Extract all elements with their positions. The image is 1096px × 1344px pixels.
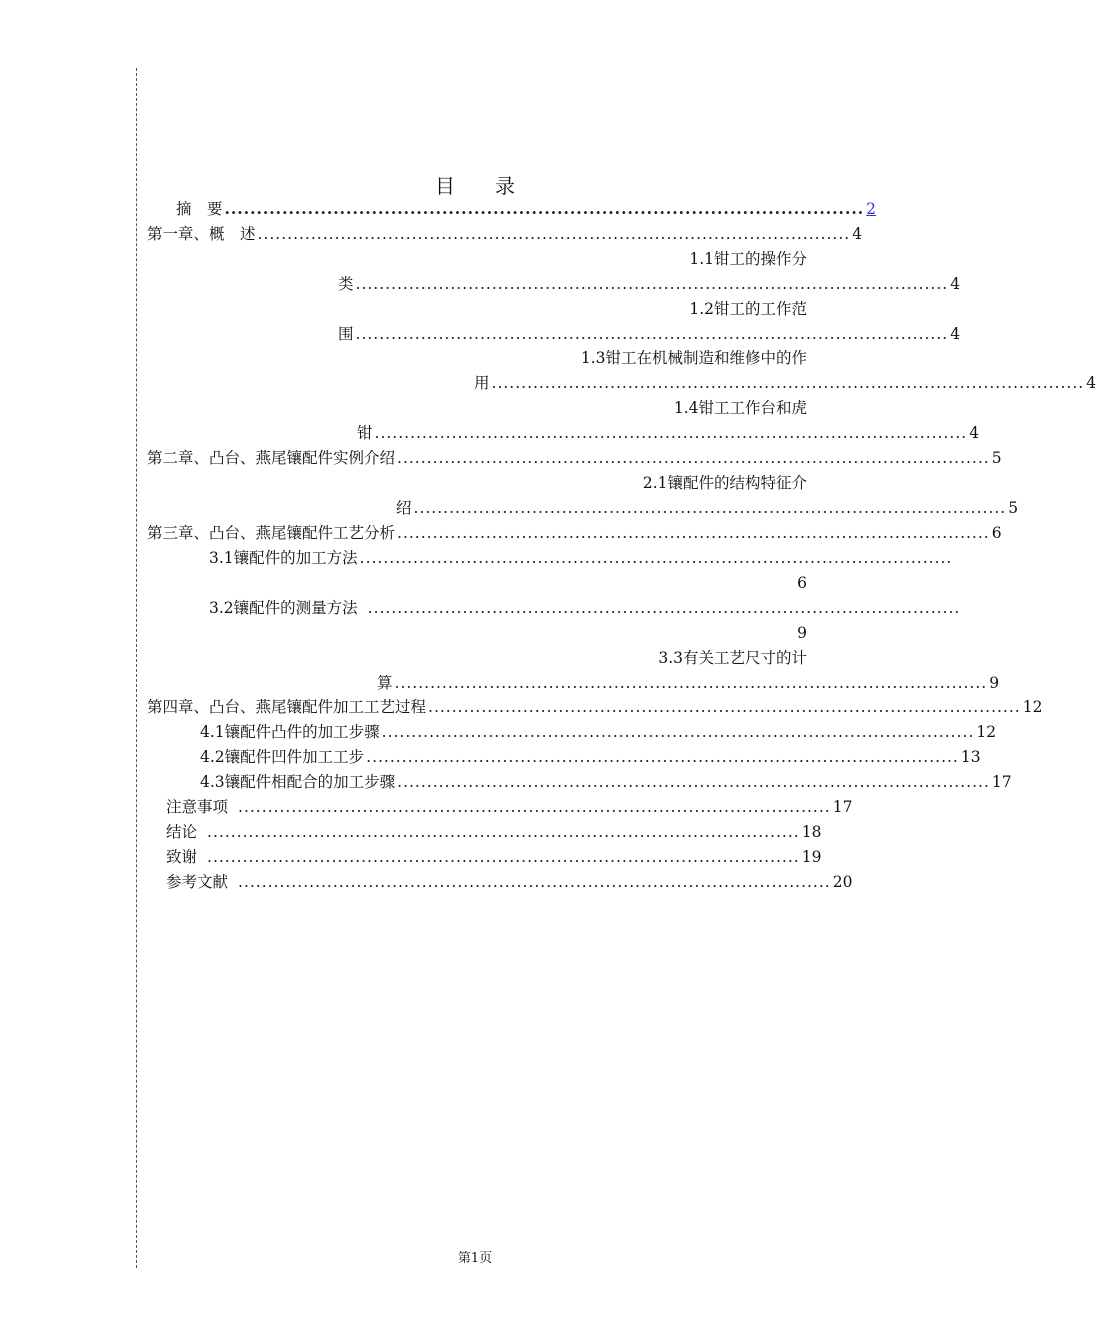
toc-entry-s3-1-line2[interactable] — [147, 571, 807, 595]
toc-page-number: 4 — [969, 424, 980, 442]
dot-leader: .................................................................................................... — [491, 374, 1085, 392]
dot-leader: .................................................................................................... — [207, 848, 800, 866]
toc-entry-abstract[interactable] — [176, 197, 877, 221]
toc-page-number: 6 — [797, 574, 807, 592]
toc-page-number: 20 — [832, 873, 853, 891]
toc-entry-s4-3[interactable] — [200, 770, 1012, 794]
toc-page-link[interactable]: 2 — [866, 200, 877, 218]
toc-entry-label: 致谢 — [166, 848, 198, 866]
toc-entry-ch3[interactable] — [147, 521, 1002, 545]
toc-entry-s1-1-line2[interactable] — [338, 272, 961, 296]
toc-entry-s3-2-line1[interactable] — [209, 596, 961, 620]
dot-leader: .................................................................................................... — [355, 275, 949, 293]
toc-page-number: 9 — [989, 674, 1000, 692]
toc-entry-label: 4.3镶配件相配合的加工步骤 — [200, 773, 396, 791]
toc-page-number: 9 — [797, 624, 807, 642]
dot-leader: .................................................................................................... — [257, 225, 851, 243]
toc-entry-label: 第二章、凸台、燕尾镶配件实例介绍 — [147, 449, 396, 467]
toc-entry-s3-3-line1[interactable] — [147, 646, 807, 670]
toc-entry-label: 4.2镶配件凹件加工工步 — [200, 748, 365, 766]
toc-entry-label: 注意事项 — [166, 798, 229, 816]
toc-page-number: 4 — [950, 325, 961, 343]
toc-entry-references[interactable] — [166, 870, 853, 894]
dot-leader: .................................................................................................... — [238, 873, 831, 891]
toc-entry-label: 3.3有关工艺尺寸的计 — [658, 649, 807, 667]
toc-entry-ch4[interactable] — [147, 695, 1043, 719]
dot-leader: .................................................................................................... — [397, 449, 990, 467]
toc-entry-label: 类 — [338, 275, 354, 293]
toc-entry-conclusion[interactable] — [166, 820, 822, 844]
toc-entry-ch1[interactable] — [147, 222, 863, 246]
toc-page-number: 12 — [976, 723, 997, 741]
toc-entry-s3-2-line2[interactable] — [147, 621, 807, 645]
toc-entry-label: 用 — [474, 374, 490, 392]
toc-page-number: 17 — [991, 773, 1012, 791]
toc-entry-label: 围 — [338, 325, 354, 343]
toc-entry-s1-3-line2[interactable] — [474, 371, 1096, 395]
toc-page-number: 5 — [1008, 499, 1019, 517]
dot-leader: .................................................................................................... — [397, 524, 990, 542]
dot-leader: .................................................................................................... — [207, 823, 800, 841]
toc-entry-label: 参考文献 — [166, 873, 229, 891]
toc-page-number: 5 — [991, 449, 1002, 467]
toc-entry-s1-2-line1[interactable] — [147, 297, 807, 321]
toc-entry-s1-1-line1[interactable] — [147, 247, 807, 271]
toc-entry-s3-3-line2[interactable] — [377, 671, 1000, 695]
toc-entry-label: 1.2钳工的工作范 — [689, 300, 807, 318]
toc-entry-s1-2-line2[interactable] — [338, 322, 961, 346]
toc-entry-s2-1-line1[interactable] — [147, 471, 807, 495]
toc-entry-label: 第三章、凸台、燕尾镶配件工艺分析 — [147, 524, 396, 542]
toc-page-number: 18 — [801, 823, 822, 841]
toc-entry-label: 绍 — [396, 499, 412, 517]
toc-entry-s2-1-line2[interactable] — [396, 496, 1019, 520]
dot-leader: .................................................................................................... — [238, 798, 831, 816]
toc-entry-s1-3-line1[interactable] — [147, 346, 807, 370]
toc-entry-label: 钳 — [357, 424, 373, 442]
toc-page-number: 13 — [960, 748, 981, 766]
page-footer: 第1页 — [457, 1251, 493, 1266]
toc-entry-label: 1.4钳工工作台和虎 — [673, 399, 807, 417]
dot-leader: .................................................................................................... — [428, 698, 1021, 716]
toc-page-number: 19 — [801, 848, 822, 866]
toc-entry-s1-4-line1[interactable] — [147, 396, 807, 420]
toc-page-number: 6 — [991, 524, 1002, 542]
toc-entry-label: 1.1钳工的操作分 — [689, 250, 807, 268]
toc-entry-s4-1[interactable] — [200, 720, 997, 744]
toc-entry-s3-1-line1[interactable] — [209, 546, 953, 570]
toc-page-number: 12 — [1022, 698, 1043, 716]
dot-leader: .................................................................................................... — [367, 599, 961, 617]
toc-entry-label: 1.3钳工在机械制造和维修中的作 — [580, 349, 807, 367]
toc-entry-s1-4-line2[interactable] — [357, 421, 980, 445]
binding-line — [136, 68, 137, 1268]
dot-leader: .................................................................................................... — [397, 773, 990, 791]
toc-title-char-1: 目 — [435, 174, 455, 198]
toc-entry-label: 3.1镶配件的加工方法 — [209, 549, 358, 567]
dot-leader: .................................................................................................... — [366, 748, 959, 766]
toc-entry-label: 结论 — [166, 823, 198, 841]
dot-leader: .................................................................................................... — [374, 424, 968, 442]
toc-entry-label: 第一章、概 述 — [147, 225, 256, 243]
dot-leader: .................................................................................................... — [355, 325, 949, 343]
toc-page-number: 4 — [1086, 374, 1096, 392]
toc-entry-label: 算 — [377, 674, 393, 692]
dot-leader: .................................................................................................... — [224, 199, 865, 218]
toc-entry-label: 2.1镶配件的结构特征介 — [642, 474, 807, 492]
toc-entry-label: 第四章、凸台、燕尾镶配件加工工艺过程 — [147, 698, 427, 716]
dot-leader: .................................................................................................... — [381, 723, 975, 741]
toc-entry-thanks[interactable] — [166, 845, 822, 869]
toc-entry-ch2[interactable] — [147, 446, 1002, 470]
toc-entry-label: 摘 要 — [176, 200, 223, 218]
toc-entry-label: 3.2镶配件的测量方法 — [209, 599, 358, 617]
toc-page-number: 4 — [852, 225, 863, 243]
toc-entry-label: 4.1镶配件凸件的加工步骤 — [200, 723, 380, 741]
toc-title — [0, 170, 950, 199]
toc-title-char-2: 录 — [495, 174, 515, 198]
dot-leader: .................................................................................................... — [394, 674, 988, 692]
toc-page-number: 4 — [950, 275, 961, 293]
dot-leader: .................................................................................................... — [359, 549, 953, 567]
toc-page-number: 17 — [832, 798, 853, 816]
toc-entry-s4-2[interactable] — [200, 745, 981, 769]
toc-entry-notes[interactable] — [166, 795, 853, 819]
dot-leader: .................................................................................................... — [413, 499, 1007, 517]
